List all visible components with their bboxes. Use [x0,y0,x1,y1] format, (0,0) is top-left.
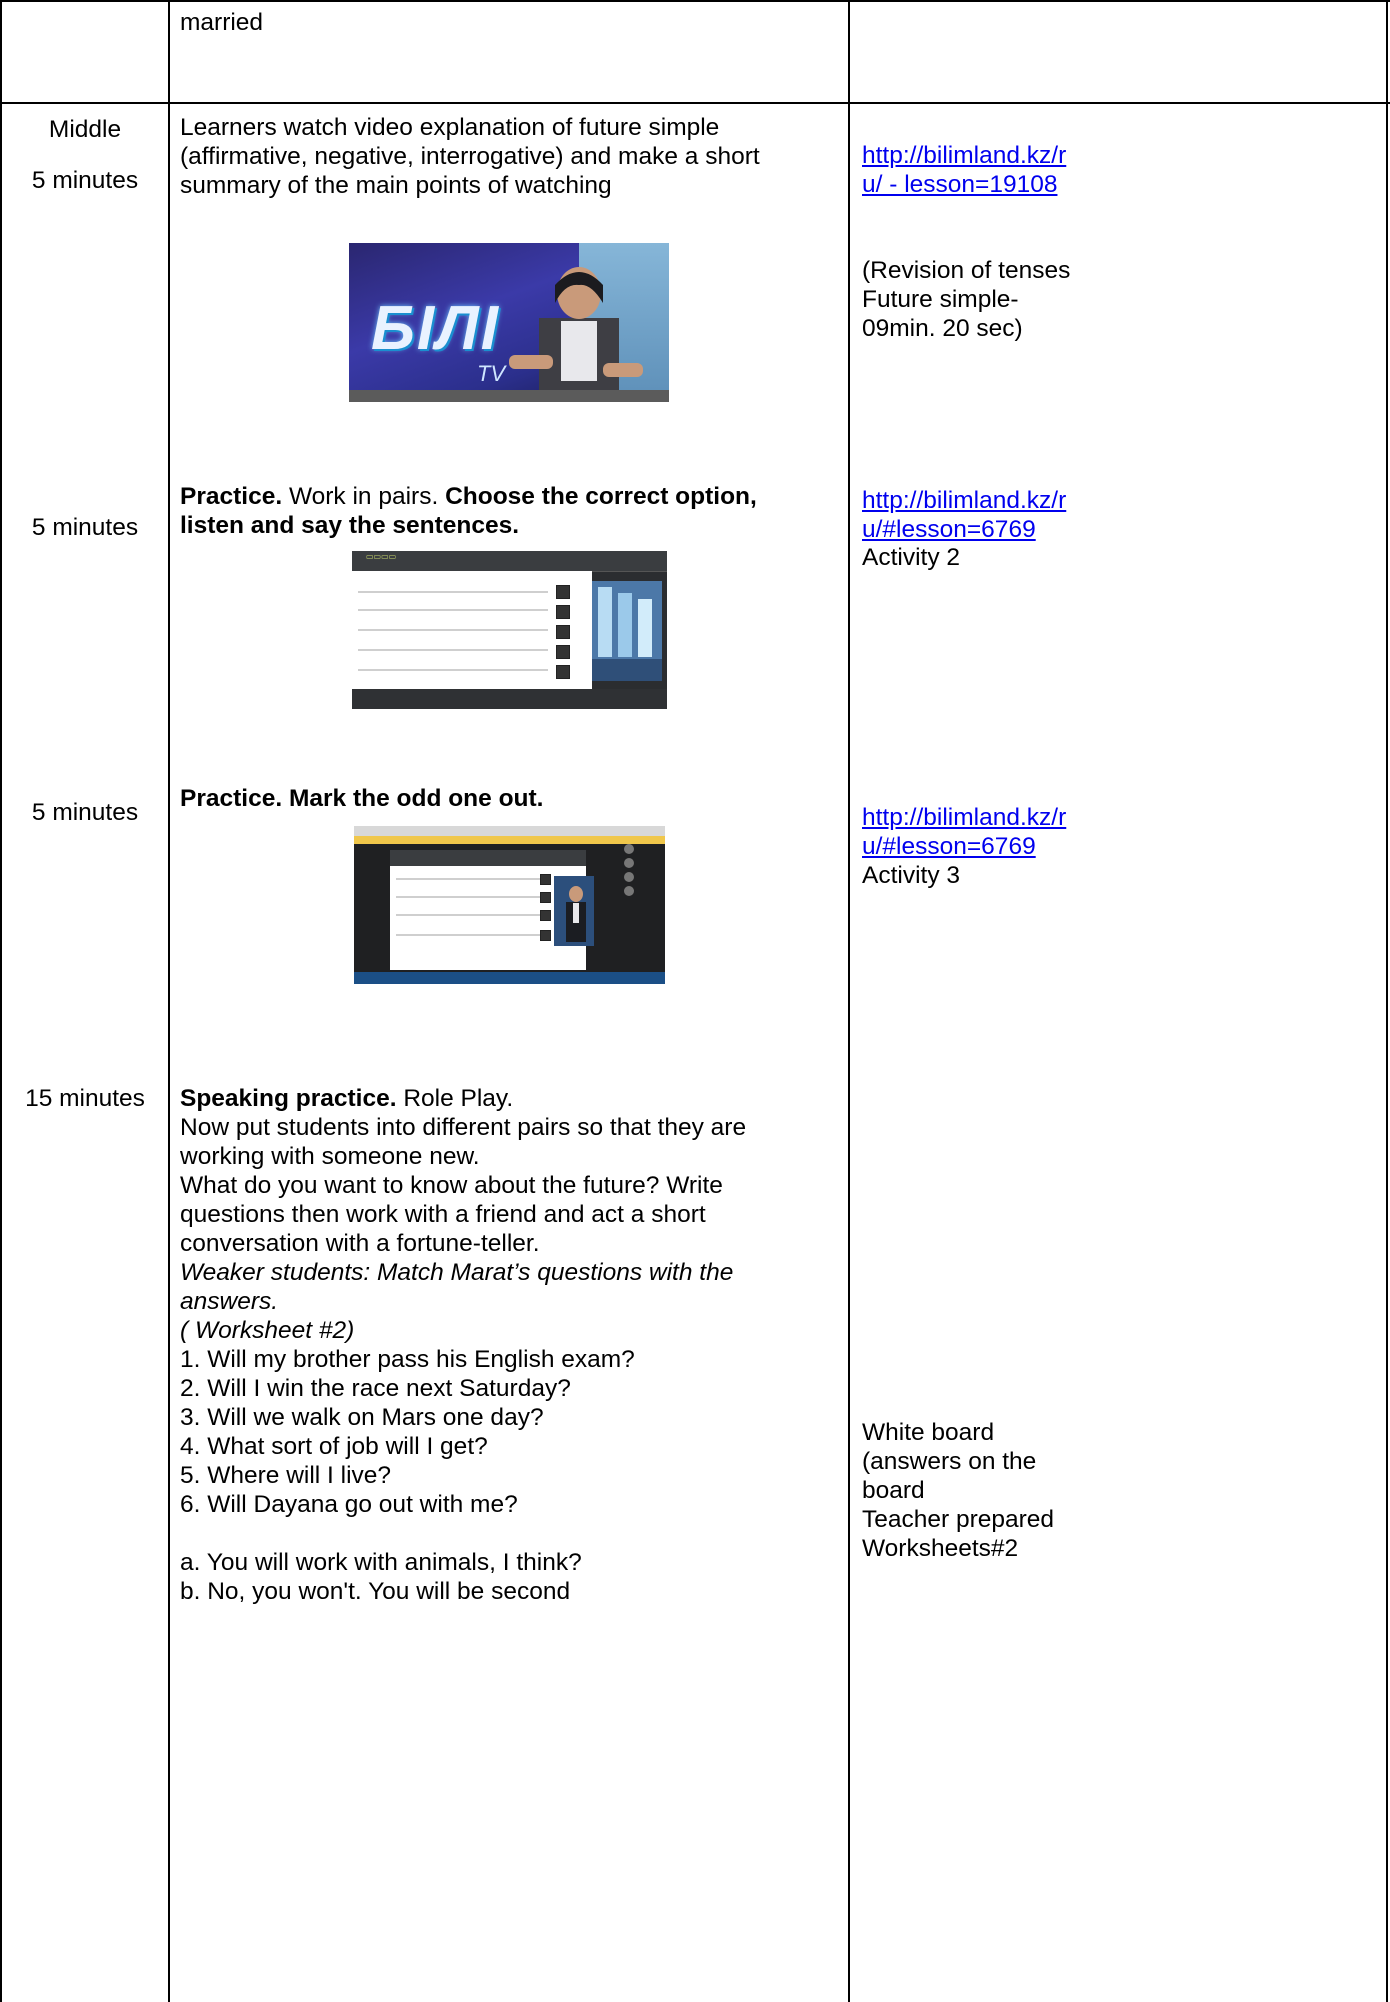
question-2: 2. Will I win the race next Saturday? [180,1375,571,1402]
activity-3-screenshot[interactable] [354,826,665,984]
answer-a: a. You will work with animals, I think? [180,1549,582,1576]
question-3: 3. Will we walk on Mars one day? [180,1404,544,1431]
resource-note-2: Activity 2 [862,544,961,571]
video-task-line-2: (affirmative, negative, interrogative) and make a short [180,143,760,170]
weaker-line-2: answers. [180,1288,279,1315]
timing-3: 5 minutes [31,799,139,826]
question-6: 6. Will Dayana go out with me? [180,1491,518,1518]
practice-1-line-2: listen and say the sentences. [180,512,520,539]
video-thumbnail[interactable] [349,243,669,402]
video-task-line-3: summary of the main points of watching [180,172,612,199]
resource-link-1a[interactable]: http://bilimland.kz/r [862,142,1067,169]
table-border-top [0,0,1390,2]
resource-note-1a: (Revision of tenses [862,257,1071,284]
glasses-image [592,581,662,681]
resource-4-line-1: White board [862,1419,995,1446]
question-4: 4. What sort of job will I get? [180,1433,488,1460]
resource-note-3: Activity 3 [862,862,961,889]
resource-4-line-5: Worksheets#2 [862,1535,1019,1562]
row-divider [0,102,1390,104]
timing-2: 5 minutes [31,514,139,541]
video-task-line-1: Learners watch video explanation of future simple [180,114,720,141]
question-5: 5. Where will I live? [180,1462,392,1489]
resource-note-1c: 09min. 20 sec) [862,315,1023,342]
resource-4-line-4: Teacher prepared [862,1506,1055,1533]
activity-2-screenshot[interactable] [352,551,667,709]
speaking-line-3: What do you want to know about the future? Write [180,1172,723,1199]
resource-link-2a[interactable]: http://bilimland.kz/r [862,487,1067,514]
resource-4-line-2: (answers on the [862,1448,1037,1475]
resource-link-2b[interactable]: u/#lesson=6769 [862,516,1036,543]
video-tv-text: TV [477,361,506,386]
video-brand-text: БІЛІ [371,294,500,363]
weaker-line-3: ( Worksheet #2) [180,1317,355,1344]
speaking-bold: Speaking practice. [180,1085,397,1112]
speaking-line-2: working with someone new. [180,1143,480,1170]
stage-label: Middle [48,116,122,143]
practice-2-heading: Practice. Mark the odd one out. [180,785,544,812]
resource-link-3b[interactable]: u/#lesson=6769 [862,833,1036,860]
table-border-right [1386,0,1388,2002]
table-border-left [0,0,2,2002]
answer-b: b. No, you won't. You will be second [180,1578,571,1605]
resource-note-1b: Future simple- [862,286,1019,313]
practice-1-line-1 [180,482,757,511]
businessman-image [554,876,594,946]
resource-4-line-3: board [862,1477,925,1504]
column-divider-2 [848,0,850,2002]
practice-1-bold-b: Choose the correct option, [445,483,757,510]
timing-1: 5 minutes [31,167,139,194]
weaker-line-1: Weaker students: Match Marat’s questions with the [180,1259,734,1286]
practice-1-bold-a: Practice. [180,483,283,510]
speaking-line-5: conversation with a fortune-teller. [180,1230,540,1257]
speaking-line-1: Now put students into different pairs so that they are [180,1114,747,1141]
column-divider-1 [168,0,170,2002]
practice-1-plain: Work in pairs. [282,483,446,510]
app-header-title: ▭▭▭▭ [366,552,397,561]
resource-link-1b[interactable]: u/ - lesson=19108 [862,171,1058,198]
resource-link-3a[interactable]: http://bilimland.kz/r [862,804,1067,831]
question-1: 1. Will my brother pass his English exam? [180,1346,635,1373]
speaking-plain: Role Play. [396,1085,514,1112]
speaking-heading [180,1084,513,1113]
speaking-line-4: questions then work with a friend and act a short [180,1201,706,1228]
top-row-content: married [180,9,264,36]
timing-4: 15 minutes [25,1085,145,1112]
